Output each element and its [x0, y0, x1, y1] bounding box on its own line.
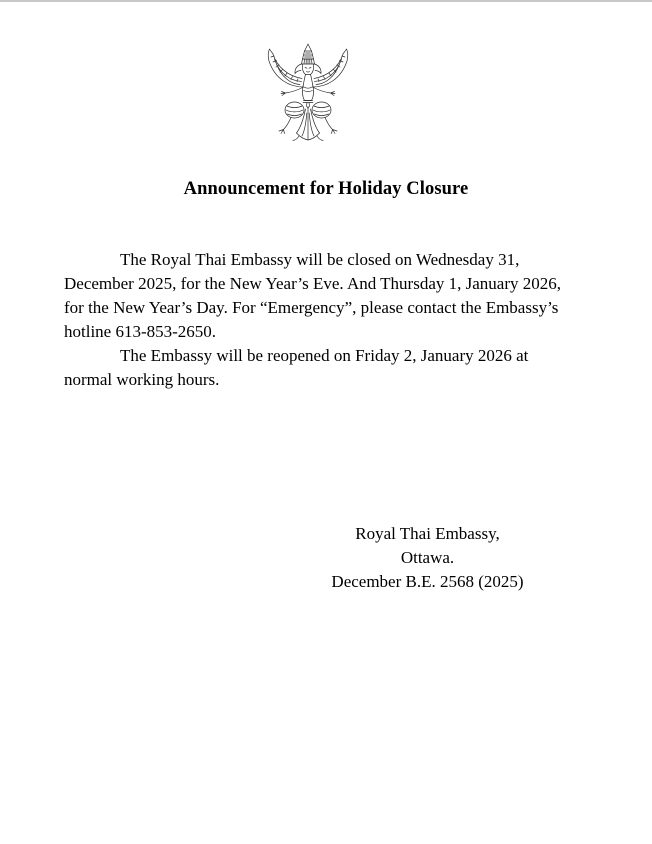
announcement-body — [64, 248, 592, 392]
signature-block — [295, 522, 560, 594]
body-line: The Embassy will be reopened on Friday 2, January 2026 at — [120, 346, 529, 365]
signature-organization: Royal Thai Embassy, — [355, 524, 500, 543]
signature-city: Ottawa. — [400, 548, 455, 567]
page-top-edge — [0, 0, 652, 2]
page-title: Announcement for Holiday Closure — [183, 179, 469, 199]
body-line: December 2025, for the New Year’s Eve. And Thursday 1, January 2026, — [64, 274, 561, 293]
body-line: The Royal Thai Embassy will be closed on Wednesday 31, — [120, 250, 520, 269]
signature-date: December B.E. 2568 (2025) — [331, 572, 524, 591]
body-line: hotline 613-853-2650. — [64, 322, 217, 341]
garuda-emblem-icon — [261, 43, 355, 143]
body-line: for the New Year’s Day. For “Emergency”, please contact the Embassy’s — [64, 298, 559, 317]
body-line: normal working hours. — [64, 370, 220, 389]
